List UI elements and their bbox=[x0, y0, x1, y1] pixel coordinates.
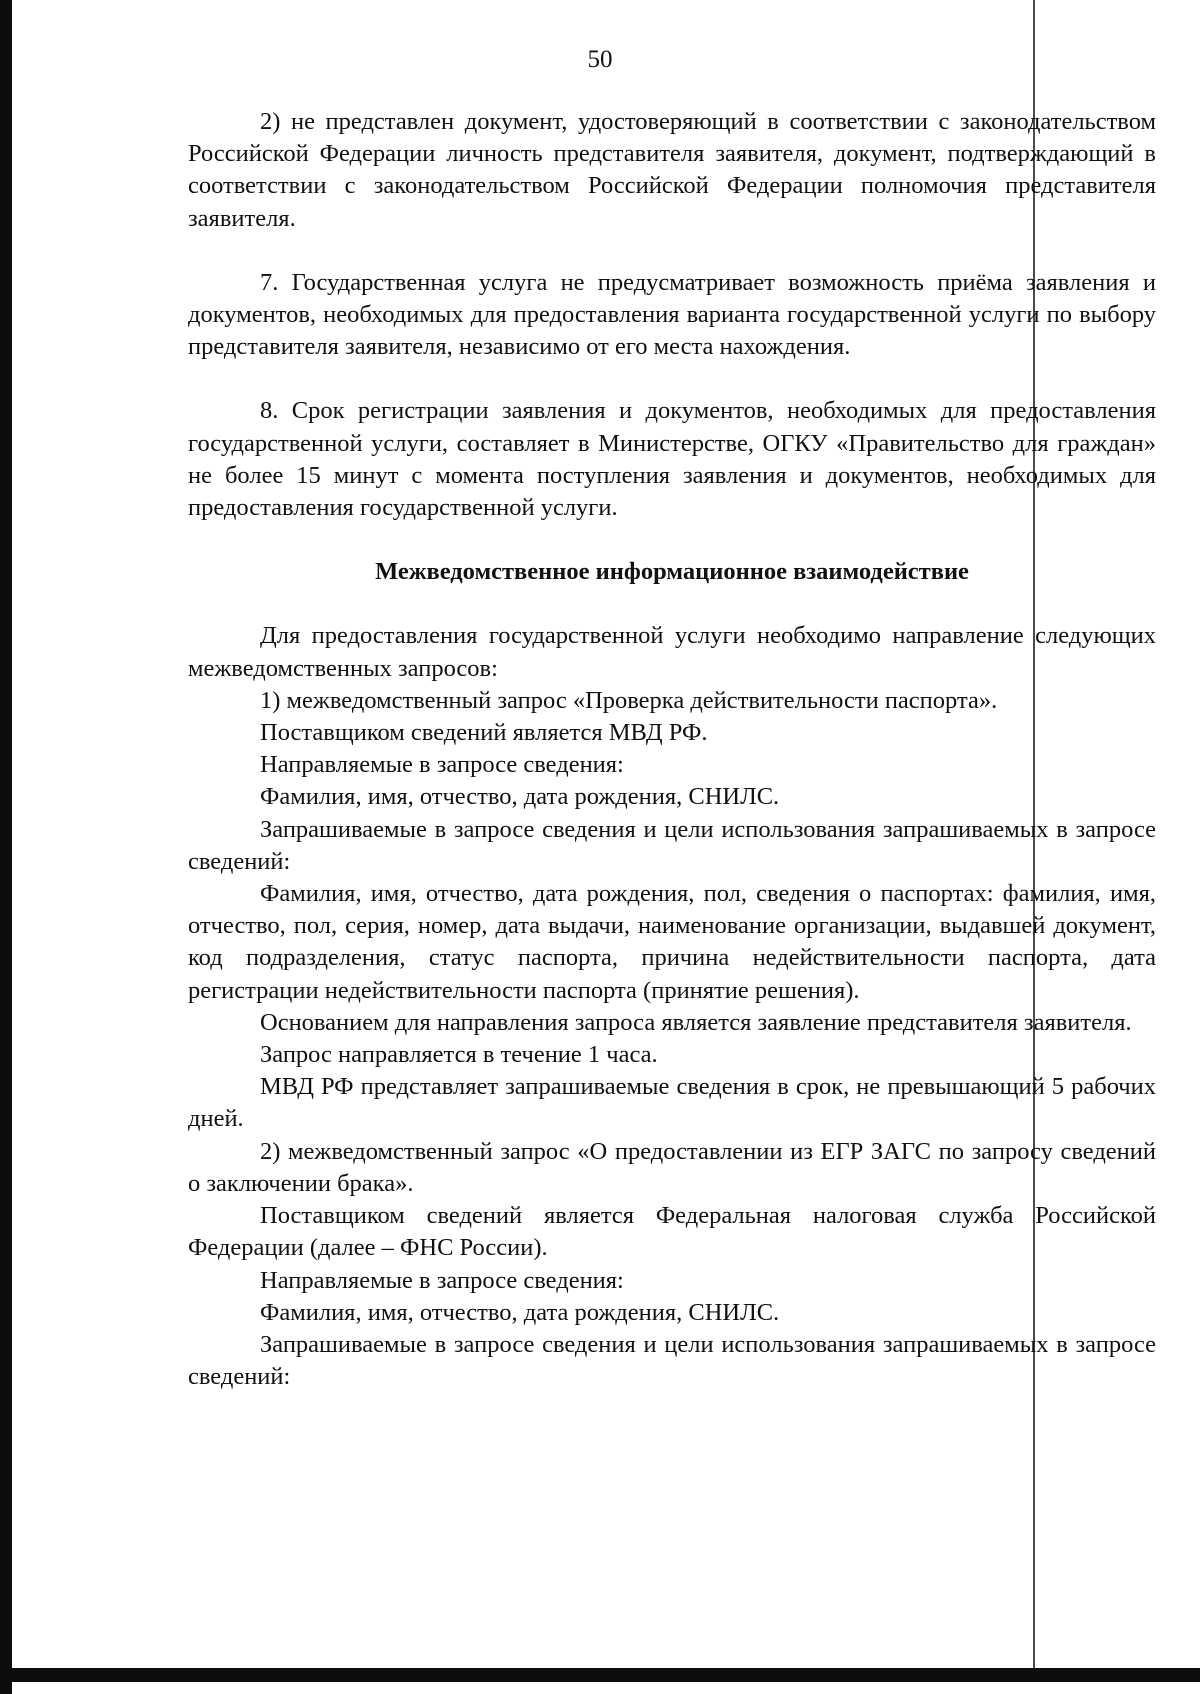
paragraph-sent-data-label-2: Направляемые в запросе сведения: bbox=[260, 1266, 624, 1294]
paragraph-requested-data-1: Фамилия, имя, отчество, дата рождения, пол, сведения о паспортах: фамилия, имя, отчество, пол, серия, номер, дата выдачи, наименование организации, выдавшей документ, код подразделения, статус паспорта, причина недействительности паспорта, дата регистрации недействительности паспорта (принятие решения). bbox=[188, 880, 1156, 1004]
scan-bottom-edge bbox=[0, 1668, 1200, 1682]
document-body bbox=[188, 106, 1156, 1393]
paragraph-sent-data-2: Фамилия, имя, отчество, дата рождения, СНИЛС. bbox=[260, 1298, 780, 1326]
section-heading: Межведомственное информационное взаимодействие bbox=[375, 558, 969, 586]
paragraph-response-term-1: МВД РФ представляет запрашиваемые сведения в срок, не превышающий 5 рабочих дней. bbox=[188, 1073, 1156, 1133]
paragraph-basis-1: Основанием для направления запроса является заявление представителя заявителя. bbox=[260, 1008, 1132, 1036]
scan-left-edge bbox=[0, 0, 12, 1694]
paragraph-requested-label-2: Запрашиваемые в запросе сведения и цели использования запрашиваемых в запросе сведений: bbox=[188, 1330, 1156, 1391]
paragraph-sent-data-label-1: Направляемые в запросе сведения: bbox=[260, 751, 624, 779]
paragraph-item-8: 8. Срок регистрации заявления и документов, необходимых для предоставления государственной услуги, составляет в Министерстве, ОГКУ «Правительство для граждан» не более 15 минут с момента поступления заявления и документов, необходимых для предоставления государственной услуги. bbox=[188, 397, 1156, 522]
paragraph-timing-1: Запрос направляется в течение 1 часа. bbox=[260, 1041, 658, 1069]
page-number: 50 bbox=[587, 46, 613, 73]
paragraph-request-2: 2) межведомственный запрос «О предоставлении из ЕГР ЗАГС по запросу сведений о заключении брака». bbox=[188, 1137, 1156, 1197]
paragraph-supplier-1: Поставщиком сведений является МВД РФ. bbox=[260, 719, 708, 747]
paragraph-item-7: 7. Государственная услуга не предусматривает возможность приёма заявления и документов, необходимых для предоставления варианта государственной услуги по выбору представителя заявителя, независимо от его места нахождения. bbox=[188, 268, 1156, 361]
paragraph-requested-label-1: Запрашиваемые в запросе сведения и цели использования запрашиваемых в запросе сведений: bbox=[188, 815, 1156, 875]
paragraph-request-1: 1) межведомственный запрос «Проверка действительности паспорта». bbox=[260, 686, 998, 714]
paragraph-supplier-2: Поставщиком сведений является Федеральная налоговая служба Российской Федерации (далее – ФНС России). bbox=[188, 1202, 1156, 1262]
paragraph-sent-data-1: Фамилия, имя, отчество, дата рождения, СНИЛС. bbox=[260, 783, 780, 811]
paragraph-not-provided-document: 2) не представлен документ, удостоверяющий в соответствии с законодательством Российской Федерации личность представителя заявителя, документ, подтверждающий в соответствии с законодательством Российской Федерации полномочия представителя заявителя. bbox=[188, 108, 1156, 232]
paragraph-intro: Для предоставления государственной услуги необходимо направление следующих межведомственных запросов: bbox=[188, 622, 1156, 682]
